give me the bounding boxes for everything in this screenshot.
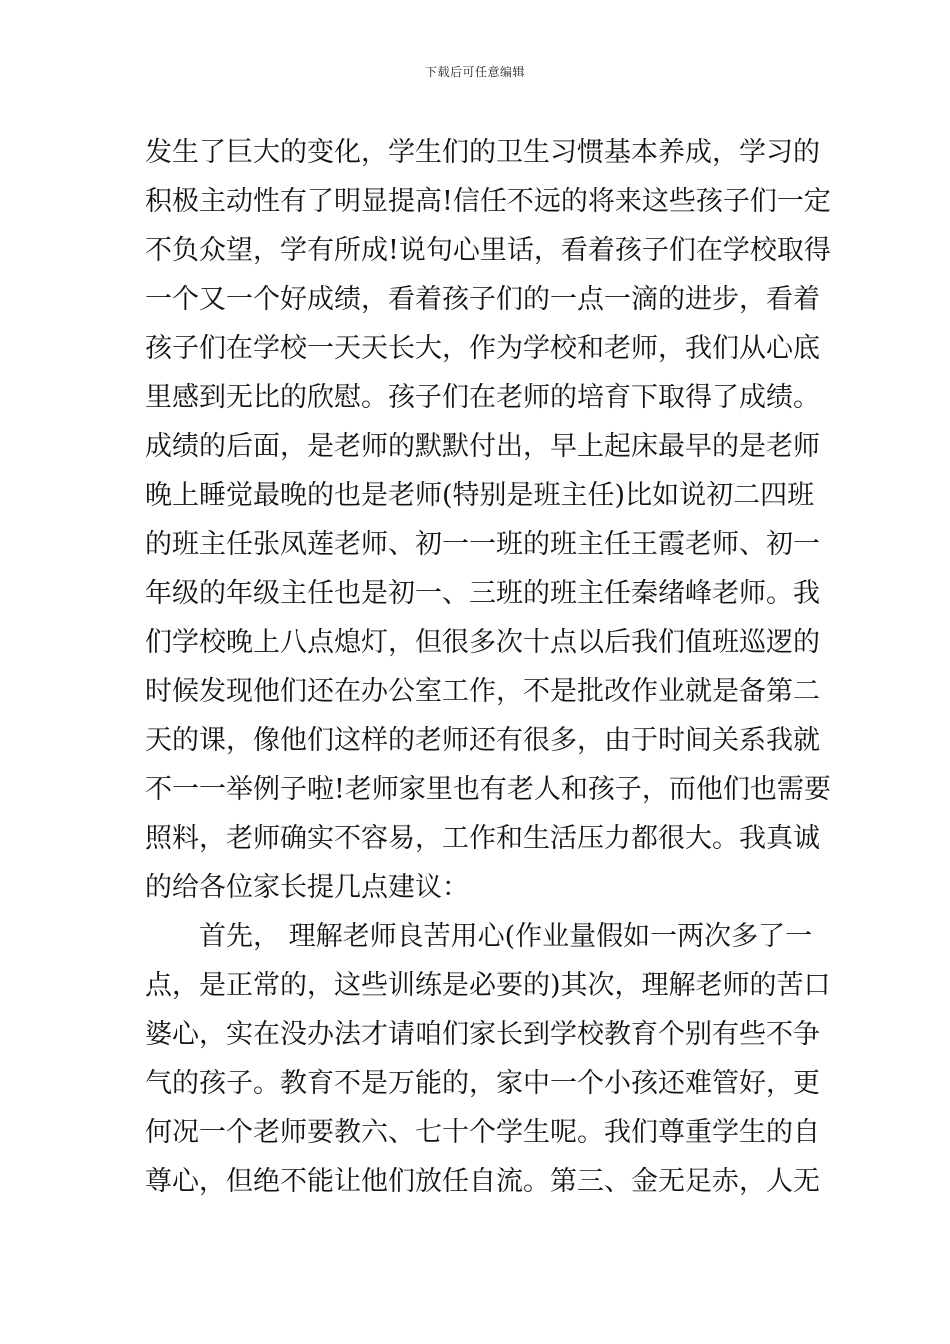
text-line: 点，是正常的，这些训练是必要的)其次，理解老师的苦口 bbox=[145, 970, 831, 1001]
text-line: 不负众望，学有所成!说句心里话，看着孩子们在学校取得 bbox=[145, 235, 831, 266]
text-line: 年级的年级主任也是初一、三班的班主任秦绪峰老师。我 bbox=[145, 578, 820, 609]
paragraph-start-line: 首先， 理解老师良苦用心(作业量假如一两次多了一 bbox=[199, 921, 813, 952]
text-line: 照料，老师确实不容易，工作和生活压力都很大。我真诚 bbox=[145, 823, 820, 854]
text-line: 积极主动性有了明显提高!信任不远的将来这些孩子们一定 bbox=[145, 186, 831, 217]
text-line: 婆心，实在没办法才请咱们家长到学校教育个别有些不争 bbox=[145, 1019, 820, 1050]
text-line: 们学校晚上八点熄灯，但很多次十点以后我们值班巡逻的 bbox=[145, 627, 820, 658]
text-line: 气的孩子。教育不是万能的，家中一个小孩还难管好，更 bbox=[145, 1068, 820, 1099]
text-line: 时候发现他们还在办公室工作，不是批改作业就是备第二 bbox=[145, 676, 820, 707]
text-line: 成绩的后面，是老师的默默付出，早上起床最早的是老师 bbox=[145, 431, 820, 462]
download-note: 下载后可任意编辑 bbox=[424, 65, 525, 79]
text-line: 孩子们在学校一天天长大，作为学校和老师，我们从心底 bbox=[145, 333, 820, 364]
text-line: 一个又一个好成绩，看着孩子们的一点一滴的进步，看着 bbox=[145, 284, 820, 315]
text-line: 晚上睡觉最晚的也是老师(特别是班主任)比如说初二四班 bbox=[145, 480, 815, 511]
text-line: 何况一个老师要教六、七十个学生呢。我们尊重学生的自 bbox=[145, 1117, 820, 1148]
text-line: 发生了巨大的变化，学生们的卫生习惯基本养成，学习的 bbox=[145, 137, 820, 168]
text-line: 尊心，但绝不能让他们放任自流。第三、金无足赤，人无 bbox=[145, 1166, 820, 1197]
document-body bbox=[145, 128, 831, 1206]
text-line: 里感到无比的欣慰。孩子们在老师的培育下取得了成绩。 bbox=[145, 382, 820, 413]
text-line: 不一一举例子啦!老师家里也有老人和孩子，而他们也需要 bbox=[145, 774, 831, 805]
text-line: 的给各位家长提几点建议： bbox=[145, 872, 469, 903]
text-line: 天的课，像他们这样的老师还有很多，由于时间关系我就 bbox=[145, 725, 820, 756]
text-line: 的班主任张凤莲老师、初一一班的班主任王霞老师、初一 bbox=[145, 529, 820, 560]
